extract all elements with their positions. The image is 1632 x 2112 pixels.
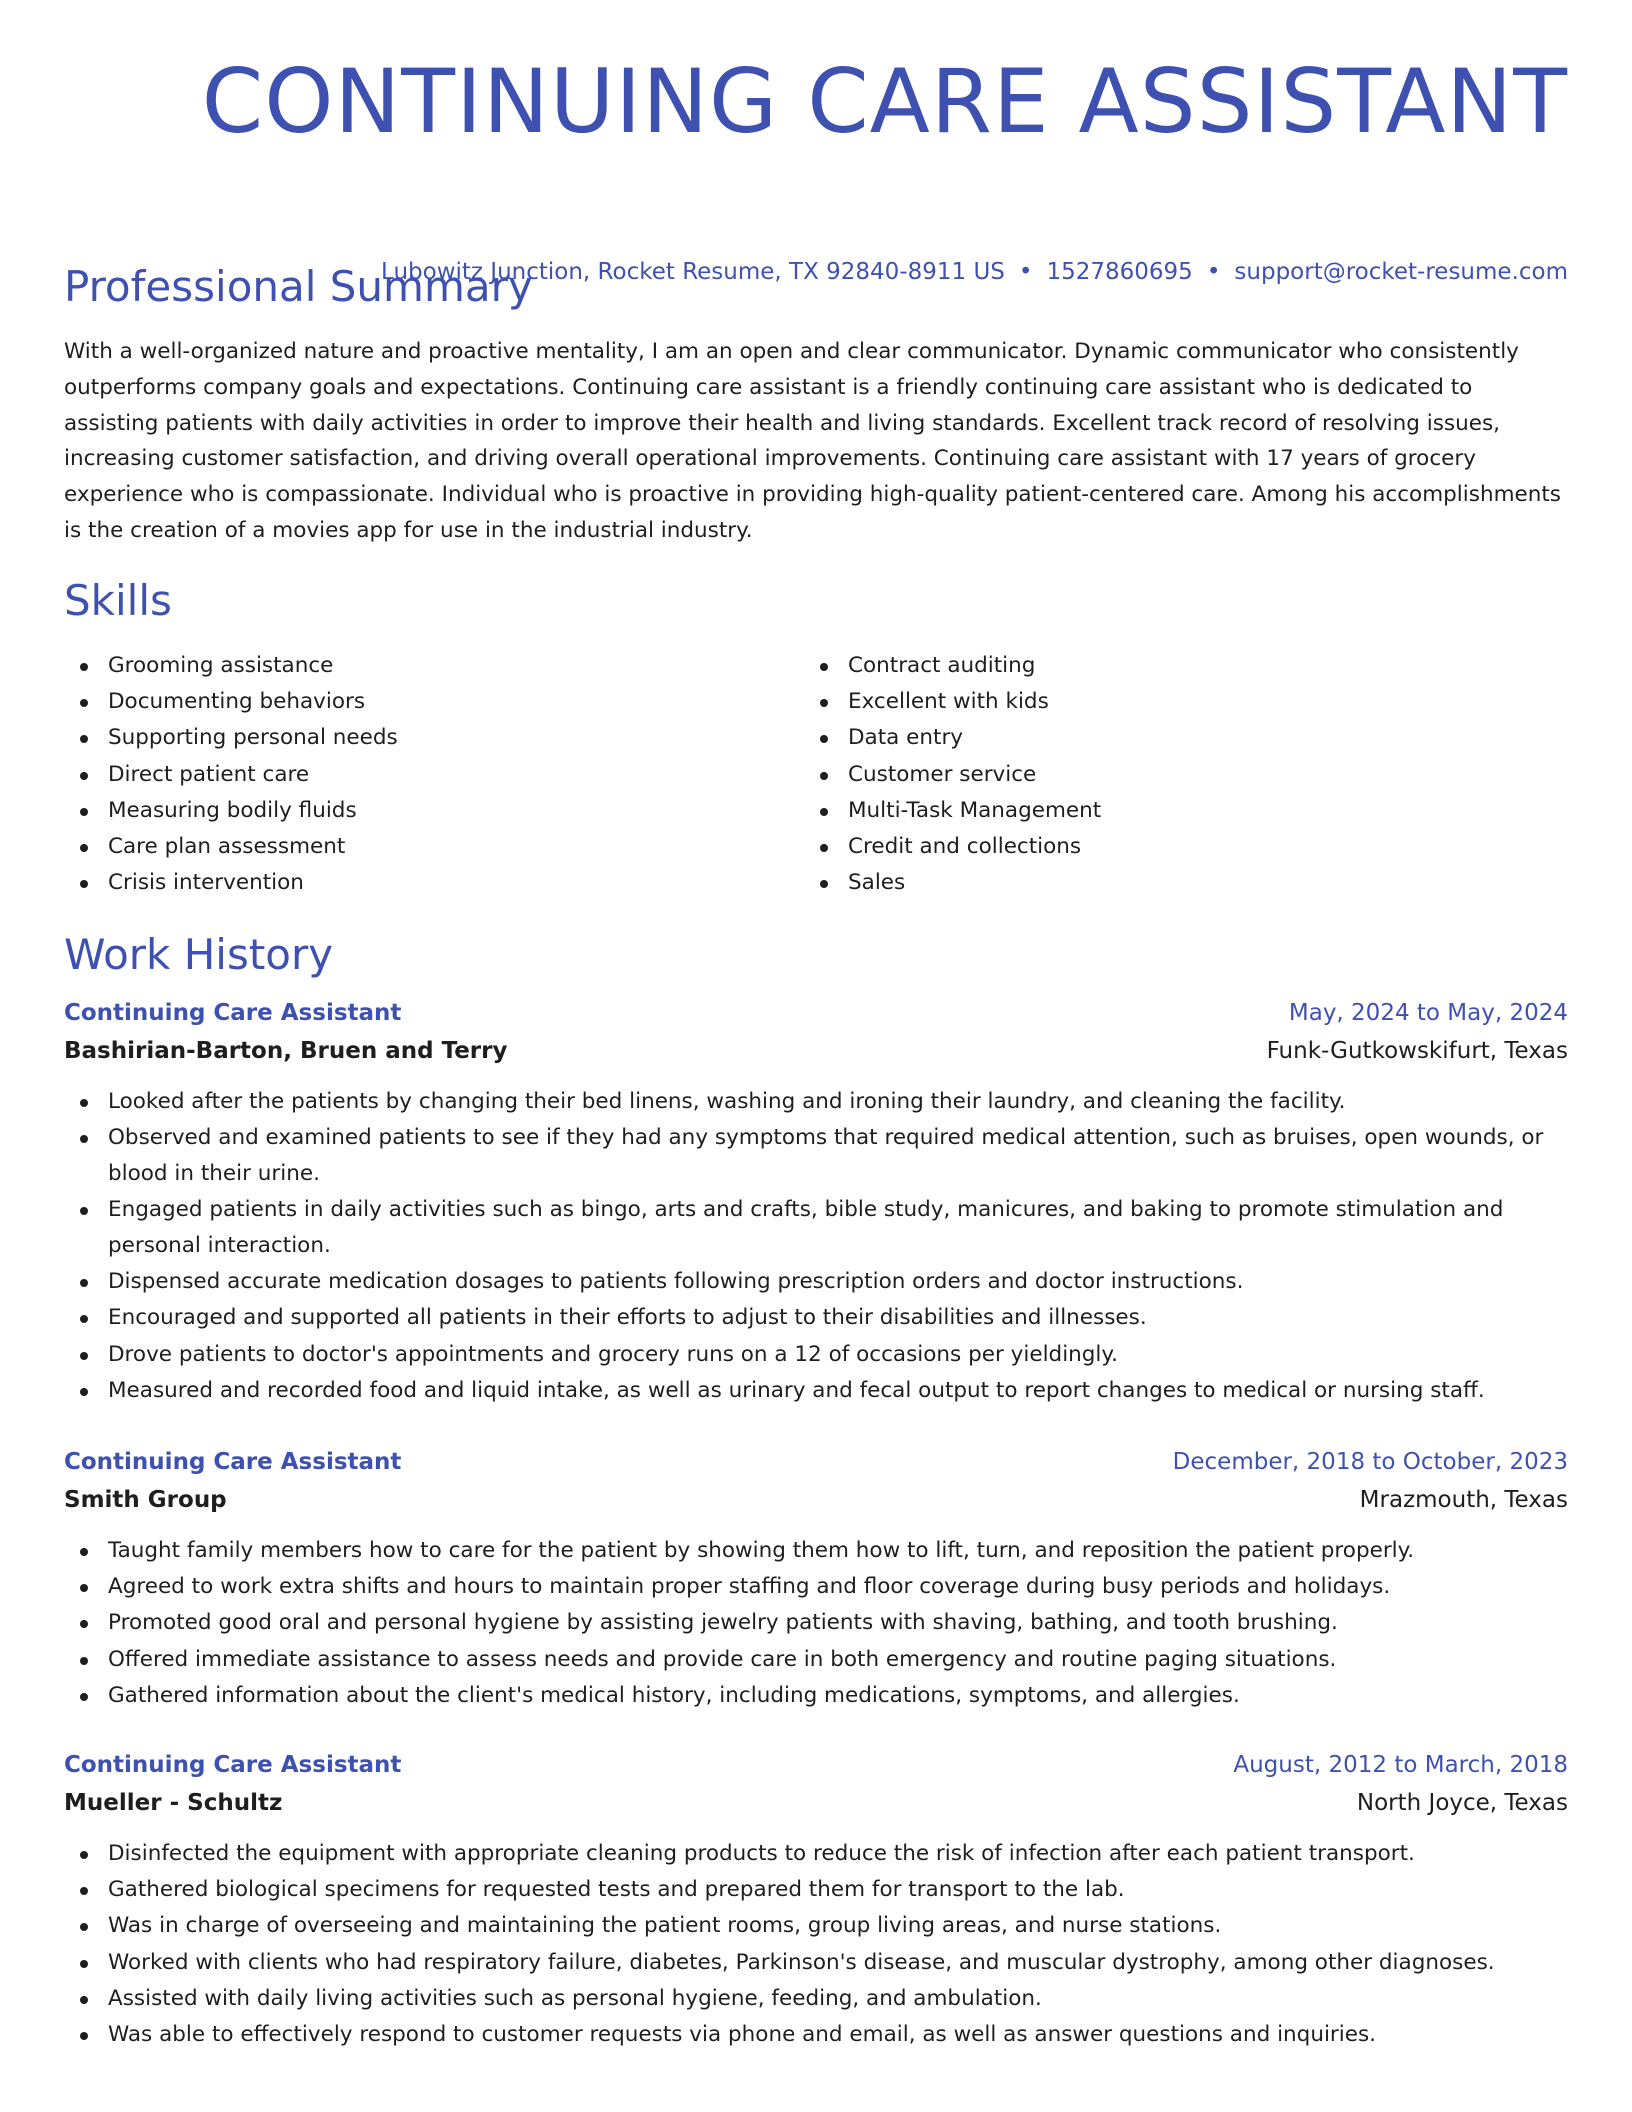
job-bullet: Drove patients to doctor's appointments and grocery runs on a 12 of occasions per yieldingly. (64, 1337, 1568, 1373)
summary-heading: Professional Summary (64, 262, 533, 311)
job-company: Mueller - Schultz (64, 1790, 283, 1816)
skill-item: Credit and collections (804, 829, 1568, 865)
job-dates: December, 2018 to October, 2023 (1172, 1449, 1568, 1475)
job-bullet: Agreed to work extra shifts and hours to maintain proper staffing and floor coverage during busy periods and holidays. (64, 1569, 1568, 1605)
job-bullets (64, 1836, 1568, 2053)
skill-item: Care plan assessment (64, 829, 804, 865)
skill-item: Direct patient care (64, 757, 804, 793)
job-company: Smith Group (64, 1487, 227, 1513)
job-bullet: Assisted with daily living activities such as personal hygiene, feeding, and ambulation. (64, 1981, 1568, 2017)
job-bullet: Taught family members how to care for the patient by showing them how to lift, turn, and reposition the patient properly. (64, 1533, 1568, 1569)
skill-item: Measuring bodily fluids (64, 793, 804, 829)
contact-line (381, 256, 1568, 288)
job-title: Continuing Care Assistant (64, 1000, 402, 1026)
job-bullets (64, 1533, 1568, 1714)
job-dates: May, 2024 to May, 2024 (1288, 1000, 1568, 1026)
job-company-row (64, 1032, 1568, 1070)
contact-separator: • (1018, 259, 1033, 285)
contact-separator: • (1206, 259, 1221, 285)
job-company-row (64, 1784, 1568, 1822)
skills-grid (64, 648, 1568, 901)
skill-item: Multi-Task Management (804, 793, 1568, 829)
job-bullet: Gathered information about the client's medical history, including medications, symptoms, and allergies. (64, 1678, 1568, 1714)
job-entry (64, 994, 1568, 1409)
job-bullet: Promoted good oral and personal hygiene by assisting jewelry patients with shaving, bathing, and tooth brushing. (64, 1605, 1568, 1641)
resume-title: CONTINUING CARE ASSISTANT (201, 50, 1568, 153)
skill-item: Data entry (804, 720, 1568, 756)
job-bullet: Offered immediate assistance to assess needs and provide care in both emergency and routine paging situations. (64, 1642, 1568, 1678)
job-title: Continuing Care Assistant (64, 1449, 402, 1475)
job-title: Continuing Care Assistant (64, 1752, 402, 1778)
job-bullet: Disinfected the equipment with appropriate cleaning products to reduce the risk of infection after each patient transport. (64, 1836, 1568, 1872)
job-entry (64, 1746, 1568, 2053)
skill-item: Contract auditing (804, 648, 1568, 684)
job-title-row (64, 994, 1568, 1032)
skills-list-right (804, 648, 1568, 901)
skill-item: Sales (804, 865, 1568, 901)
job-bullet: Measured and recorded food and liquid intake, as well as urinary and fecal output to report changes to medical or nursing staff. (64, 1373, 1568, 1409)
job-bullets (64, 1084, 1568, 1409)
job-location: North Joyce, Texas (1356, 1790, 1568, 1816)
contact-address: Lubowitz Junction, Rocket Resume, TX 92840-8911 US (381, 259, 1005, 285)
job-bullet: Encouraged and supported all patients in their efforts to adjust to their disabilities and illnesses. (64, 1300, 1568, 1336)
job-bullet: Worked with clients who had respiratory failure, diabetes, Parkinson's disease, and muscular dystrophy, among other diagnoses. (64, 1945, 1568, 1981)
skill-item: Documenting behaviors (64, 684, 804, 720)
contact-email[interactable]: support@rocket-resume.com (1234, 259, 1568, 285)
job-location: Funk-Gutkowskifurt, Texas (1266, 1038, 1568, 1064)
job-title-row (64, 1746, 1568, 1784)
skills-list-left (64, 648, 804, 901)
skill-item: Supporting personal needs (64, 720, 804, 756)
job-bullet: Engaged patients in daily activities such as bingo, arts and crafts, bible study, manicures, and baking to promote stimulation and personal interaction. (64, 1192, 1568, 1264)
skill-item: Excellent with kids (804, 684, 1568, 720)
job-entry (64, 1443, 1568, 1714)
work-history-heading: Work History (64, 930, 334, 979)
job-title-row (64, 1443, 1568, 1481)
summary-text: With a well-organized nature and proactive mentality, I am an open and clear communicator. Dynamic communicator who consistently outperforms company goals and expectations. Continuing care assistant is a friendly continuing care assistant who is dedicated to assisting patients with daily activities in order to improve their health and living standards. Excellent track record of resolving issues, increasing customer satisfaction, and driving overall operational improvements. Continuing care assistant with 17 years of grocery experience who is compassionate. Individual who is proactive in providing high-quality patient-centered care. Among his accomplishments is the creation of a movies app for use in the industrial industry. (64, 339, 1562, 543)
job-bullet: Observed and examined patients to see if they had any symptoms that required medical attention, such as bruises, open wounds, or blood in their urine. (64, 1120, 1568, 1192)
job-dates: August, 2012 to March, 2018 (1233, 1752, 1568, 1778)
job-bullet: Gathered biological specimens for requested tests and prepared them for transport to the lab. (64, 1872, 1568, 1908)
skill-item: Crisis intervention (64, 865, 804, 901)
job-company-row (64, 1481, 1568, 1519)
job-bullet: Dispensed accurate medication dosages to patients following prescription orders and doctor instructions. (64, 1264, 1568, 1300)
skill-item: Grooming assistance (64, 648, 804, 684)
job-location: Mrazmouth, Texas (1359, 1487, 1568, 1513)
job-bullet: Was able to effectively respond to customer requests via phone and email, as well as answer questions and inquiries. (64, 2017, 1568, 2053)
job-bullet: Looked after the patients by changing their bed linens, washing and ironing their laundry, and cleaning the facility. (64, 1084, 1568, 1120)
job-bullet: Was in charge of overseeing and maintaining the patient rooms, group living areas, and nurse stations. (64, 1908, 1568, 1944)
contact-phone[interactable]: 1527860695 (1046, 259, 1193, 285)
skill-item: Customer service (804, 757, 1568, 793)
skills-heading: Skills (64, 576, 172, 625)
job-company: Bashirian-Barton, Bruen and Terry (64, 1038, 508, 1064)
